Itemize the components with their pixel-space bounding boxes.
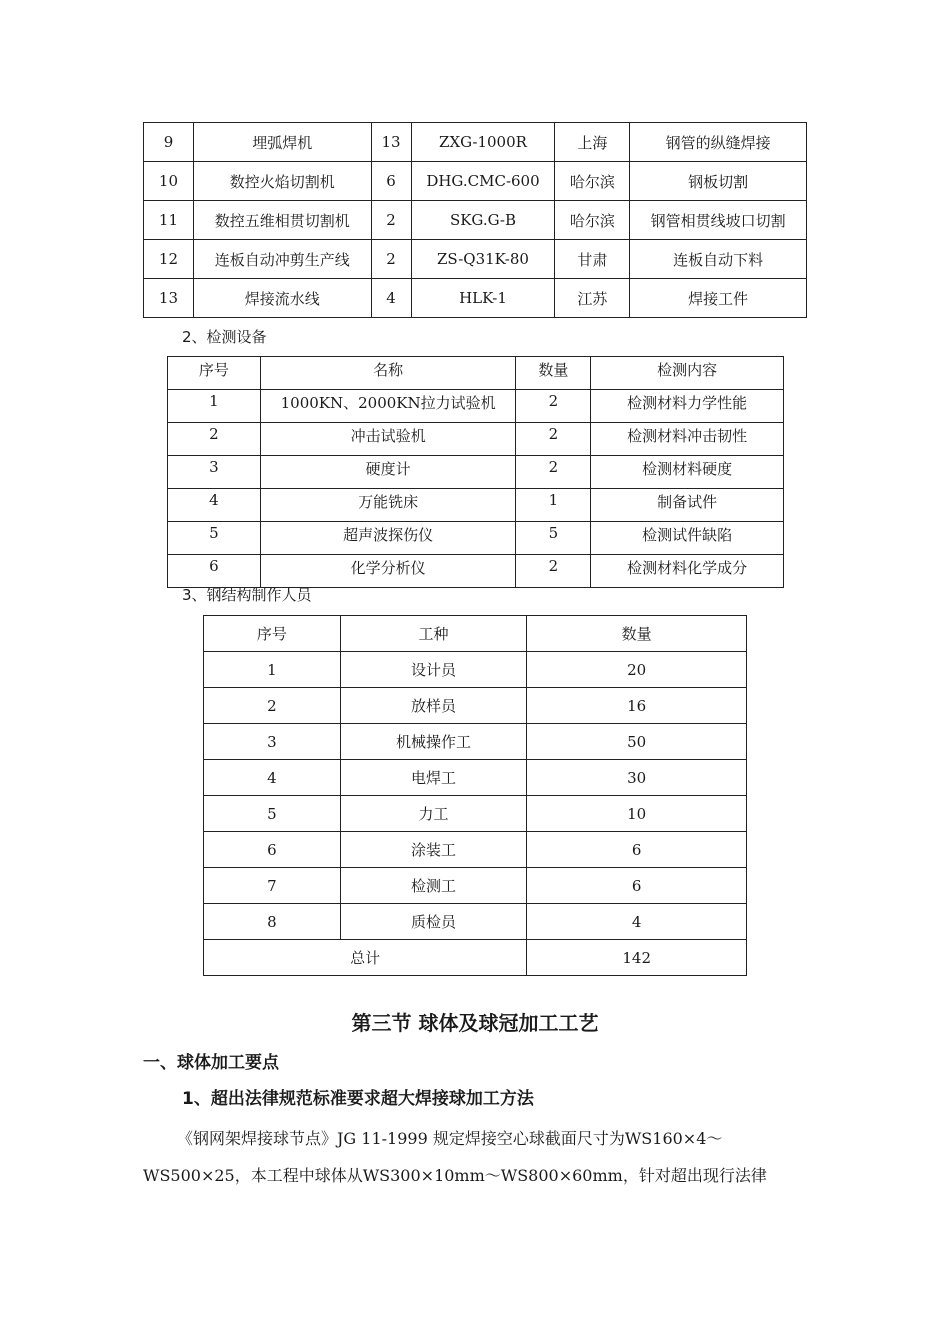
table-cell: 检测材料化学成分 <box>591 555 784 588</box>
table-cell: 11 <box>144 201 194 240</box>
table-cell: 超声波探伤仪 <box>260 522 516 555</box>
table-cell: 检测工 <box>340 868 527 904</box>
table-row <box>144 162 807 201</box>
table-cell: 13 <box>144 279 194 318</box>
table-cell: 电焊工 <box>340 760 527 796</box>
table-cell: 12 <box>144 240 194 279</box>
table-cell: 上海 <box>555 123 630 162</box>
table-cell: 6 <box>204 832 341 868</box>
table-header-row <box>168 357 784 390</box>
section-label-inspection-equipment: 2、检测设备 <box>182 328 267 346</box>
table-row <box>204 724 747 760</box>
header-cell: 数量 <box>516 357 591 390</box>
table-cell: 5 <box>204 796 341 832</box>
table-cell: 3 <box>204 724 341 760</box>
table-cell: 钢管的纵缝焊接 <box>630 123 807 162</box>
table-cell: 3 <box>168 456 261 489</box>
total-value: 142 <box>527 940 747 976</box>
table-row <box>144 240 807 279</box>
table-cell: 13 <box>371 123 411 162</box>
table-cell: 钢管相贯线坡口切割 <box>630 201 807 240</box>
table-row <box>144 279 807 318</box>
table-row <box>204 652 747 688</box>
table-cell: 8 <box>204 904 341 940</box>
header-cell: 工种 <box>340 616 527 652</box>
table-row <box>204 832 747 868</box>
table-cell: ZS-Q31K-80 <box>411 240 555 279</box>
table-cell: 1000KN、2000KN拉力试验机 <box>260 390 516 423</box>
table-cell: 10 <box>527 796 747 832</box>
table-cell: 冲击试验机 <box>260 423 516 456</box>
table-cell: 2 <box>516 390 591 423</box>
table-cell: HLK-1 <box>411 279 555 318</box>
table-cell: 万能铣床 <box>260 489 516 522</box>
table-cell: 检测材料冲击韧性 <box>591 423 784 456</box>
table-cell: 哈尔滨 <box>555 162 630 201</box>
header-cell: 序号 <box>204 616 341 652</box>
table-cell: 连板自动冲剪生产线 <box>193 240 371 279</box>
table-cell: 制备试件 <box>591 489 784 522</box>
table-cell: 2 <box>516 555 591 588</box>
table-cell: 1 <box>204 652 341 688</box>
staff-table <box>203 615 747 976</box>
table-row <box>144 123 807 162</box>
table-cell: 5 <box>516 522 591 555</box>
table-cell: 2 <box>371 201 411 240</box>
table-cell: 机械操作工 <box>340 724 527 760</box>
table-cell: 化学分析仪 <box>260 555 516 588</box>
table-cell: 6 <box>371 162 411 201</box>
table-cell: 4 <box>204 760 341 796</box>
total-label: 总计 <box>204 940 527 976</box>
table-cell: DHG.CMC-600 <box>411 162 555 201</box>
subsection-heading: 一、球体加工要点 <box>143 1053 279 1073</box>
table-cell: 焊接工件 <box>630 279 807 318</box>
table-cell: 2 <box>204 688 341 724</box>
table-cell: 放样员 <box>340 688 527 724</box>
inspection-equipment-table <box>167 356 784 588</box>
table-cell: 30 <box>527 760 747 796</box>
table-cell: 2 <box>168 423 261 456</box>
table-cell: 埋弧焊机 <box>193 123 371 162</box>
table-cell: 2 <box>371 240 411 279</box>
table-header-row <box>204 616 747 652</box>
table-cell: 连板自动下料 <box>630 240 807 279</box>
table-cell: 1 <box>516 489 591 522</box>
table-cell: 质检员 <box>340 904 527 940</box>
header-cell: 数量 <box>527 616 747 652</box>
section-heading: 第三节 球体及球冠加工工艺 <box>351 1011 599 1035</box>
table-row <box>168 423 784 456</box>
item-heading: 1、超出法律规范标准要求超大焊接球加工方法 <box>182 1089 534 1109</box>
table-cell: 10 <box>144 162 194 201</box>
table-cell: 检测试件缺陷 <box>591 522 784 555</box>
table-cell: 7 <box>204 868 341 904</box>
table-cell: SKG.G-B <box>411 201 555 240</box>
table-row <box>168 390 784 423</box>
table-cell: 6 <box>168 555 261 588</box>
table-cell: 20 <box>527 652 747 688</box>
table-row <box>168 456 784 489</box>
table-cell: 9 <box>144 123 194 162</box>
table-row <box>204 904 747 940</box>
body-paragraph: 《钢网架焊接球节点》JG 11-1999 规定焊接空心球截面尺寸为WS160×4～WS500×25，本工程中球体从WS300×10mm～WS800×60mm，针对超出现行法律 <box>143 1129 767 1185</box>
table-cell: 甘肃 <box>555 240 630 279</box>
table-row <box>168 489 784 522</box>
table-cell: 6 <box>527 832 747 868</box>
table-cell: 设计员 <box>340 652 527 688</box>
equipment-table <box>143 122 807 318</box>
table-row <box>144 201 807 240</box>
total-row <box>204 940 747 976</box>
table-cell: 4 <box>371 279 411 318</box>
table-row <box>204 760 747 796</box>
table-cell: 2 <box>516 423 591 456</box>
table-cell: 检测材料硬度 <box>591 456 784 489</box>
table-cell: 6 <box>527 868 747 904</box>
table-cell: 2 <box>516 456 591 489</box>
table-cell: 江苏 <box>555 279 630 318</box>
table-cell: 数控火焰切割机 <box>193 162 371 201</box>
table-cell: 4 <box>527 904 747 940</box>
table-row <box>168 522 784 555</box>
table-cell: 涂装工 <box>340 832 527 868</box>
table-cell: 焊接流水线 <box>193 279 371 318</box>
table-cell: 16 <box>527 688 747 724</box>
table-cell: 4 <box>168 489 261 522</box>
header-cell: 序号 <box>168 357 261 390</box>
header-cell: 名称 <box>260 357 516 390</box>
section-label-staff: 3、钢结构制作人员 <box>182 586 312 604</box>
table-cell: 力工 <box>340 796 527 832</box>
table-row <box>204 868 747 904</box>
header-cell: 检测内容 <box>591 357 784 390</box>
table-row <box>168 555 784 588</box>
table-cell: 5 <box>168 522 261 555</box>
table-cell: 钢板切割 <box>630 162 807 201</box>
table-cell: 检测材料力学性能 <box>591 390 784 423</box>
table-cell: 50 <box>527 724 747 760</box>
table-row <box>204 688 747 724</box>
table-cell: 硬度计 <box>260 456 516 489</box>
table-cell: 哈尔滨 <box>555 201 630 240</box>
table-cell: ZXG-1000R <box>411 123 555 162</box>
table-cell: 1 <box>168 390 261 423</box>
table-cell: 数控五维相贯切割机 <box>193 201 371 240</box>
table-row <box>204 796 747 832</box>
